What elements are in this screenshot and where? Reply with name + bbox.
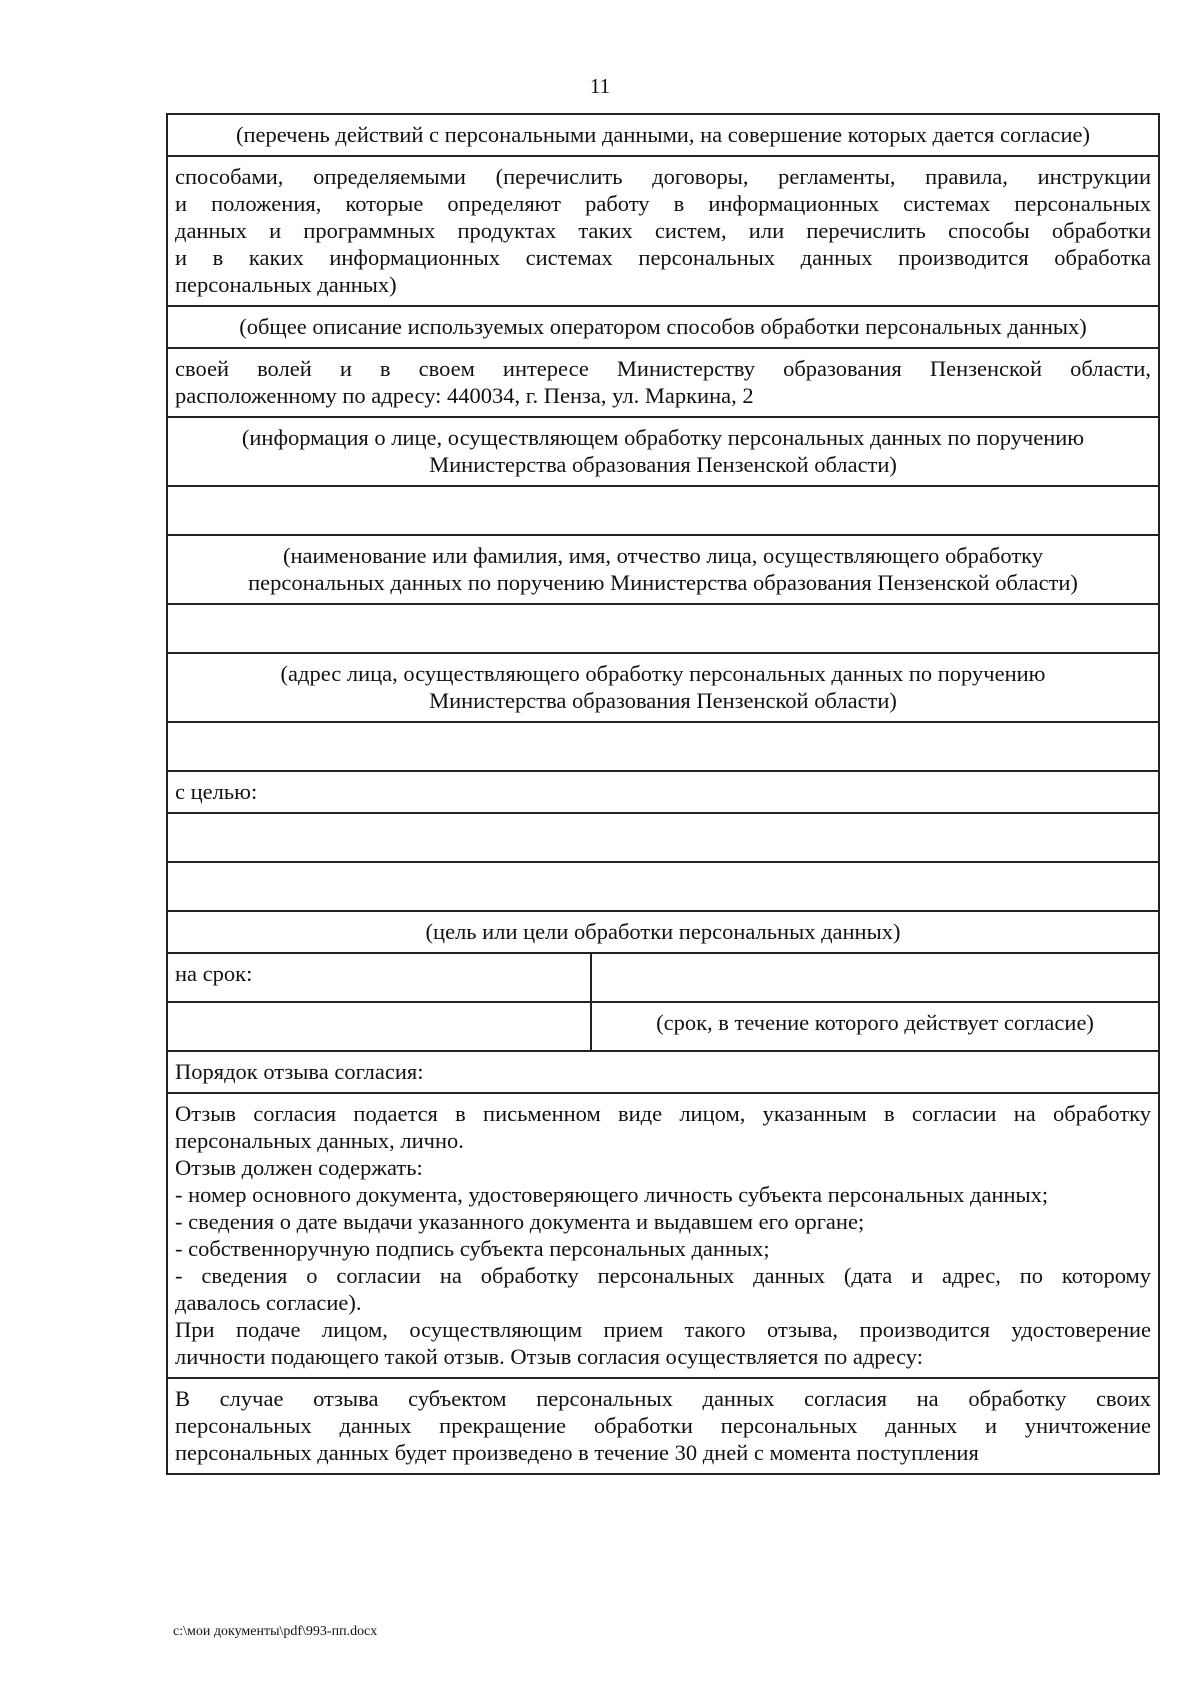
processor-info-caption (167, 417, 1159, 486)
withdrawal-text (167, 1093, 1159, 1378)
termination-text (167, 1378, 1159, 1474)
purpose-field-row-2 (167, 862, 1159, 911)
purpose-field-row-1 (167, 813, 1159, 862)
termination-line: В случае отзыва субъектом персональных данных согласия на обработку своих (175, 1386, 1152, 1411)
actions-caption-row (167, 114, 1159, 156)
methods-text (167, 156, 1159, 306)
processor-address-field-row (167, 722, 1159, 771)
processor-info-field-row (167, 486, 1159, 535)
withdrawal-line: - номер основного документа, удостоверяющего личность субъекта персональных данных; (175, 1182, 1049, 1207)
termination-line: персональных данных будет произведено в течение 30 дней с момента поступления (175, 1440, 979, 1465)
withdrawal-line: - собственноручную подпись субъекта персональных данных; (175, 1236, 770, 1261)
termination-row (167, 1378, 1159, 1474)
caption-line: Министерства образования Пензенской области) (429, 452, 897, 477)
methods-caption-row (167, 306, 1159, 348)
caption-line: (информация о лице, осуществляющем обработку персональных данных по поручению (241, 425, 1085, 450)
processor-name-field[interactable] (167, 604, 1159, 653)
caption-line: Министерства образования Пензенской области) (429, 688, 897, 713)
methods-line: персональных данных) (175, 272, 397, 297)
term-row (167, 953, 1159, 1002)
withdrawal-line: давалось согласие). (175, 1290, 362, 1315)
processor-info-caption-row (167, 417, 1159, 486)
processor-info-field[interactable] (167, 486, 1159, 535)
caption-line: (адрес лица, осуществляющего обработку персональных данных по поручению (280, 661, 1046, 686)
withdrawal-line: При подаче лицом, осуществляющим прием такого отзыва, производится удостоверение (175, 1317, 1152, 1342)
term-caption-blank (167, 1002, 591, 1051)
withdrawal-label-row (167, 1051, 1159, 1093)
processor-address-field[interactable] (167, 722, 1159, 771)
methods-line: и в каких информационных системах персональных данных производится обработка (175, 245, 1152, 270)
methods-row (167, 156, 1159, 306)
term-caption-row (167, 1002, 1159, 1051)
termination-line: персональных данных прекращение обработки персональных данных и уничтожение (175, 1413, 1152, 1438)
purpose-label: с целью: (167, 771, 1159, 813)
caption-line: (наименование или фамилия, имя, отчество лица, осуществляющего обработку (283, 543, 1044, 568)
page-number: 11 (589, 74, 611, 98)
withdrawal-line: личности подающего такой отзыв. Отзыв согласия осуществляется по адресу: (175, 1344, 923, 1369)
withdrawal-label: Порядок отзыва согласия: (167, 1051, 1159, 1093)
footer-file-path: c:\мои документы\pdf\993-пп.docx (173, 1624, 378, 1639)
will-line: своей волей и в своем интересе Министерству образования Пензенской области, (175, 356, 1152, 381)
purpose-caption-row (167, 911, 1159, 953)
withdrawal-line: персональных данных, лично. (175, 1128, 464, 1153)
consent-form-table (166, 113, 1160, 1475)
withdrawal-line: Отзыв согласия подается в письменном виде лицом, указанным в согласии на обработку (175, 1101, 1152, 1126)
purpose-field-2[interactable] (167, 862, 1159, 911)
term-caption: (срок, в течение которого действует согласие) (591, 1002, 1159, 1051)
methods-line: данных и программных продуктах таких систем, или перечислить способы обработки (175, 218, 1152, 243)
processor-address-caption-row (167, 653, 1159, 722)
processor-name-field-row (167, 604, 1159, 653)
processor-address-caption (167, 653, 1159, 722)
caption-line: персональных данных по поручению Министерства образования Пензенской области) (248, 570, 1078, 595)
purpose-label-row (167, 771, 1159, 813)
processor-name-caption (167, 535, 1159, 604)
will-text (167, 348, 1159, 417)
purpose-field-1[interactable] (167, 813, 1159, 862)
withdrawal-row (167, 1093, 1159, 1378)
will-line: расположенному по адресу: 440034, г. Пенза, ул. Маркина, 2 (175, 383, 754, 408)
actions-caption: (перечень действий с персональными данными, на совершение которых дается согласие) (167, 114, 1159, 156)
will-row (167, 348, 1159, 417)
methods-line: способами, определяемыми (перечислить договоры, регламенты, правила, инструкции (175, 164, 1152, 189)
withdrawal-line: - сведения о согласии на обработку персональных данных (дата и адрес, по которому (175, 1263, 1152, 1288)
term-field[interactable] (591, 953, 1159, 1002)
methods-line: и положения, которые определяют работу в информационных системах персональных (175, 191, 1152, 216)
term-label: на срок: (167, 953, 591, 1002)
processor-name-caption-row (167, 535, 1159, 604)
withdrawal-line: Отзыв должен содержать: (175, 1155, 423, 1180)
purpose-caption: (цель или цели обработки персональных данных) (167, 911, 1159, 953)
withdrawal-line: - сведения о дате выдачи указанного документа и выдавшем его органе; (175, 1209, 865, 1234)
methods-caption: (общее описание используемых оператором способов обработки персональных данных) (167, 306, 1159, 348)
